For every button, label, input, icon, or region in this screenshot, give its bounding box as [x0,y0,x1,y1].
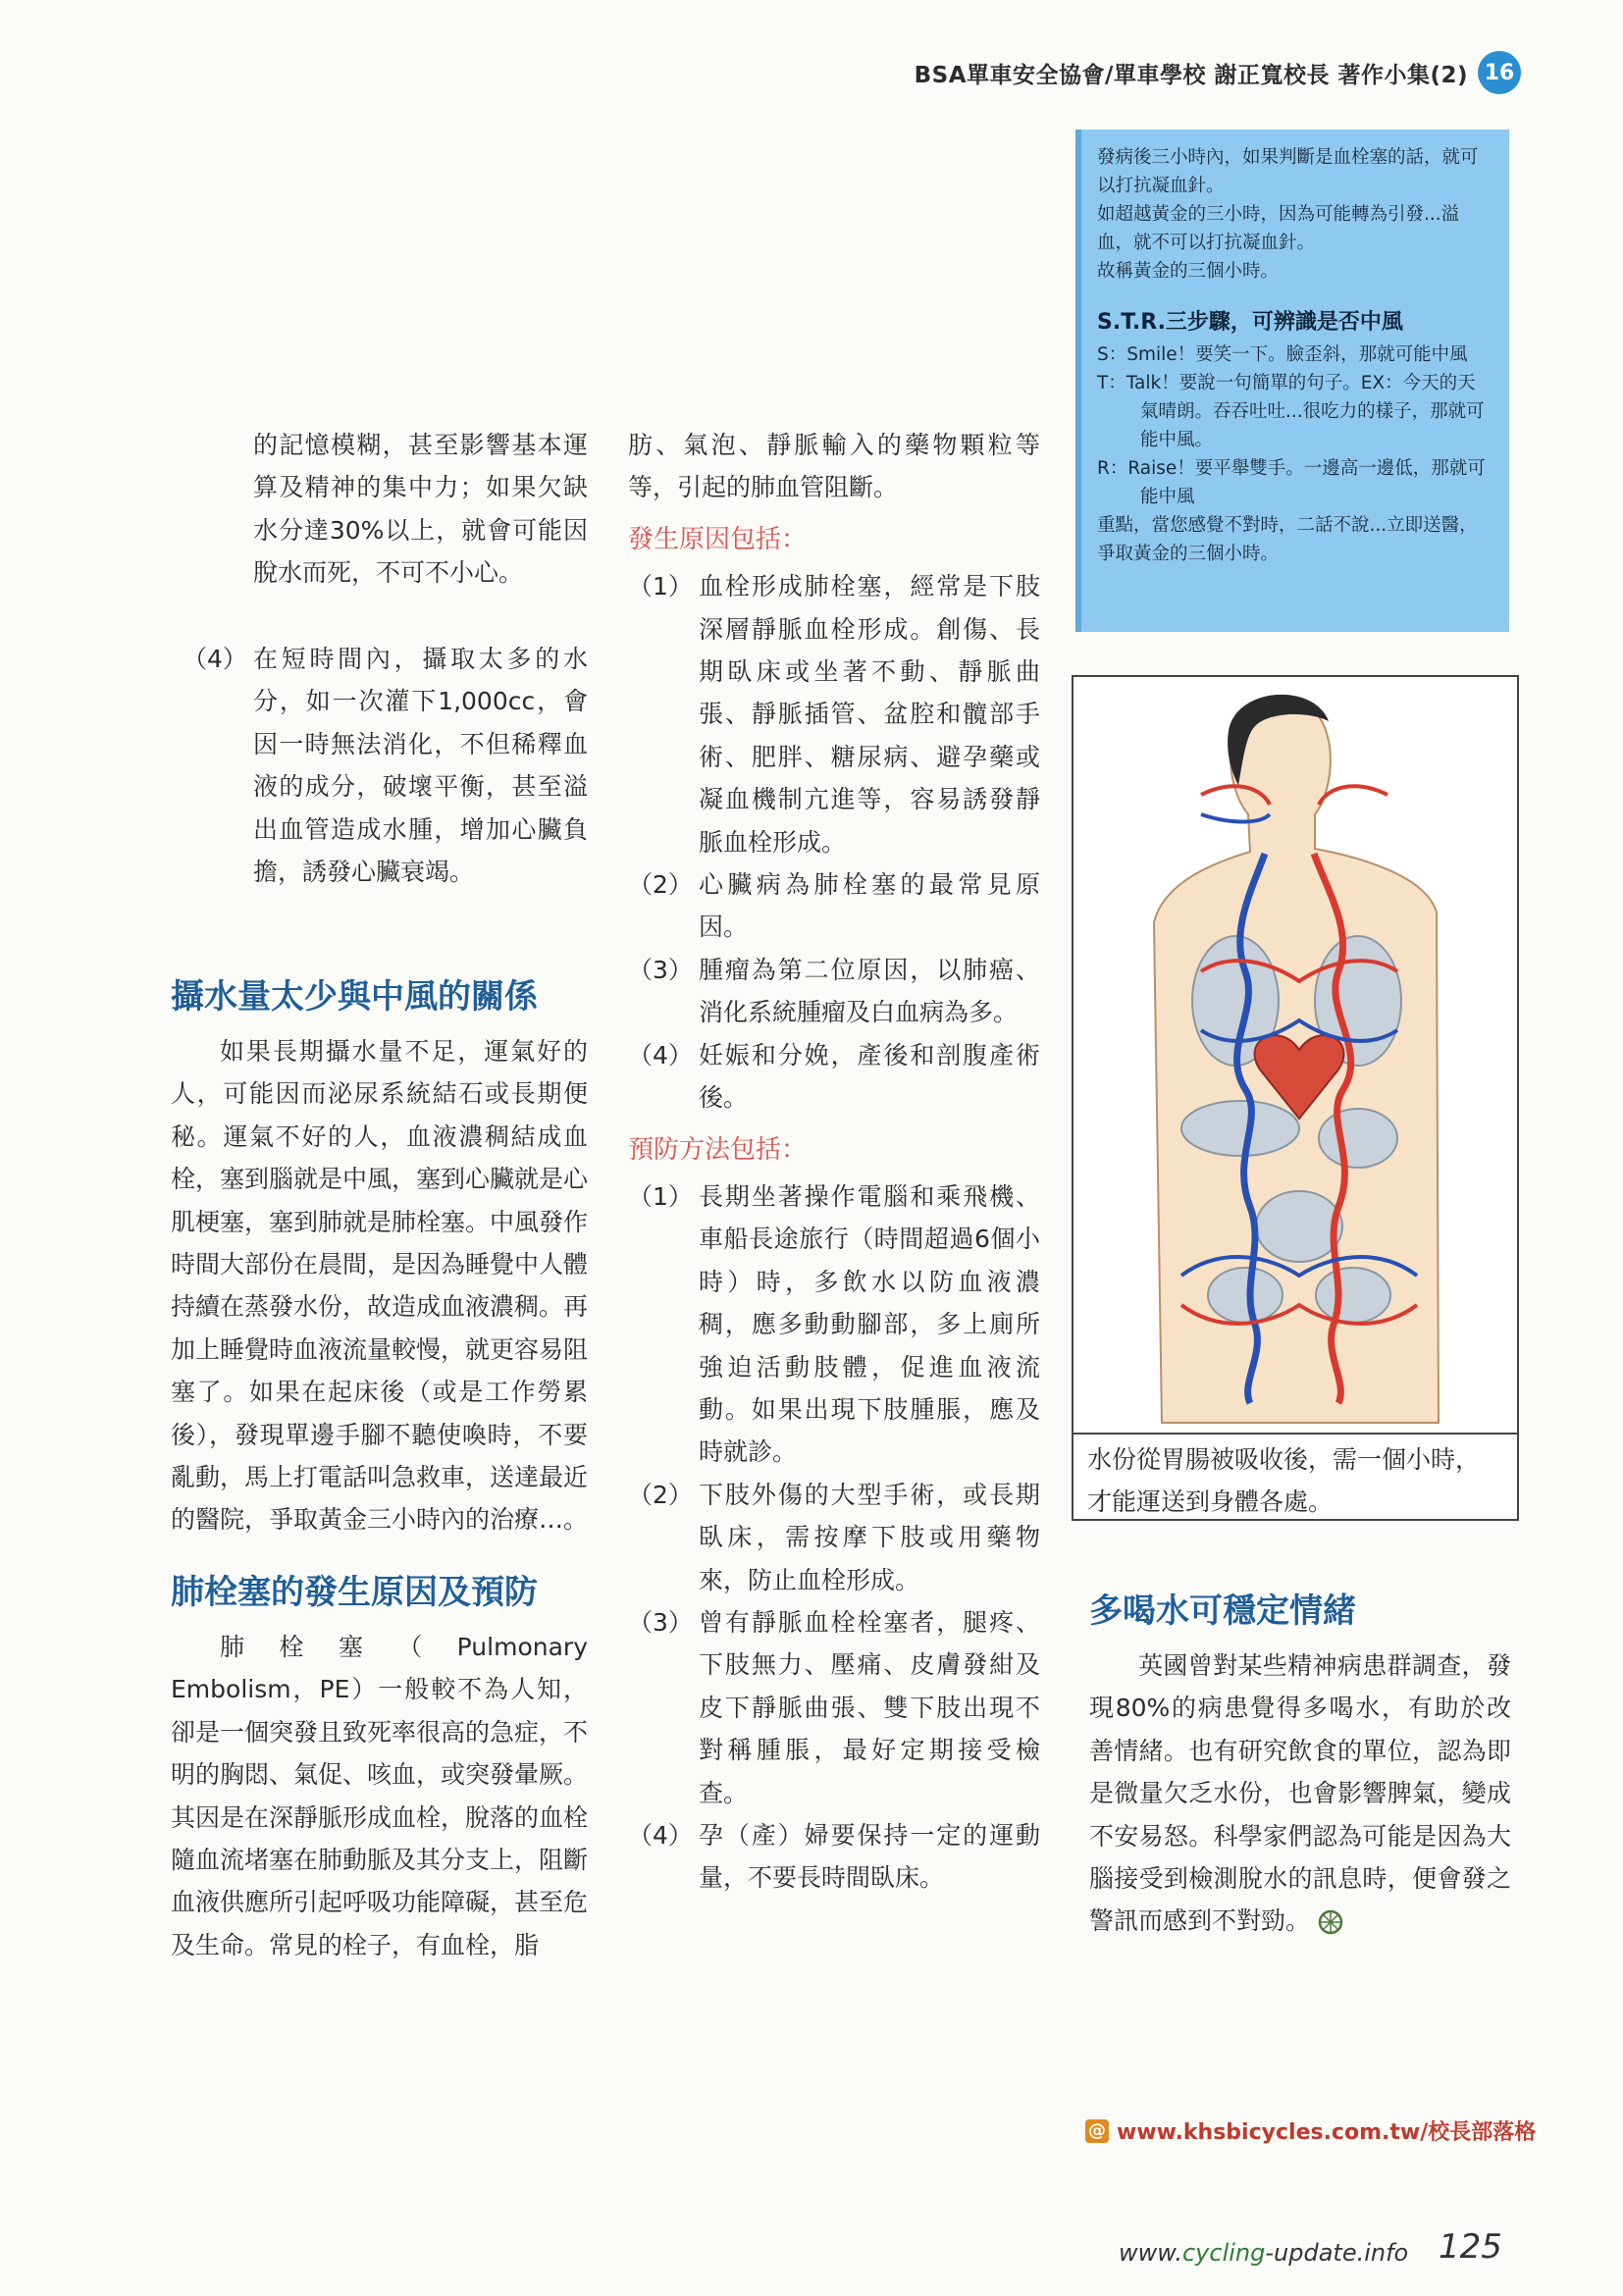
list-number: （1） [628,1181,693,1211]
column-middle [628,424,1040,1900]
page-header [915,49,1521,96]
list-number: （4） [183,645,247,673]
section-body: 如果長期攝水量不足，運氣好的人，可能因而泌尿系統結石或長期便秘。運氣不好的人，血液濃稠結成血栓，塞到腦就是中風，塞到心臟就是心肌梗塞，塞到肺就是肺栓塞。中風發作時間大部份在晨間，是因為睡覺中人體持續在蒸發水份，故造成血液濃稠。再加上睡覺時血液流量較慢，就更容易阻塞了。如果在起床後（或是工作勞累後），發現單邊手腳不聽使喚時，不要亂動，馬上打電話叫急救車，送達最近的醫院，爭取黃金三小時內的治療…。 [171,1037,589,1535]
info-step-s: S：Smile！要笑一下。臉歪斜，那就可能中風 [1097,344,1468,365]
column-right [1089,1584,1511,1943]
list-text: 長期坐著操作電腦和乘飛機、車船長途旅行（時間超過6個小時）時，多飲水以防血液濃稠，應多動動腳部，多上廁所強迫活動肢體，促進血液流動。如果出現下肢腫脹，應及時就診。 [699,1181,1040,1467]
info-heading: S.T.R.三步驟，可辨識是否中風 [1097,310,1403,335]
list-text: 下肢外傷的大型手術，或長期臥床，需按摩下肢或用藥物來，防止血栓形成。 [699,1480,1040,1594]
prevent-title: 預防方法包括： [628,1134,808,1165]
section-body: 肺栓塞（Pulmonary Embolism，PE）一般較不為人知，卻是一個突發且致死率很高的急症，不明的胸悶、氣促、咳血，或突發暈厥。其因是在深靜脈形成血栓，脫落的血栓隨血流堵塞在肺動脈及其分支上，阻斷血液供應所引起呼吸功能障礙，甚至危及生命。常見的栓子，有血栓，脂 [171,1632,589,1959]
list-text: 在短時間內，攝取太多的水分，如一次灌下1,000cc，會因一時無法消化，不但稀釋血液的成分，破壞平衡，甚至溢出血管造成水腫，增加心臟負擔，誘發心臟衰竭。 [253,645,588,887]
section-title: 肺栓塞的發生原因及預防 [171,1572,538,1612]
series-title: BSA單車安全協會/單車學校 謝正寬校長 著作小集(2) [914,62,1468,88]
causes-title: 發生原因包括： [628,524,808,554]
list-item [628,565,1040,863]
section-title: 多喝水可穩定情緒 [1089,1592,1356,1631]
list-item [628,949,1040,1034]
footer-url-mid: cycling [1181,2239,1266,2267]
causes-list [628,565,1040,1119]
section-title: 攝水量太少與中風的關係 [171,977,538,1017]
list-item [628,1034,1040,1120]
circulation-figure [1072,675,1519,1521]
info-paragraph: 發病後三小時內，如果判斷是血栓塞的話，就可以打抗凝血針。 [1097,147,1479,196]
section-body: 英國曾對某些精神病患群調查，發現80%的病患覺得多喝水，有助於改善情緒。也有研究飲食的單位，認為即是微量欠乏水份，也會影響脾氣，變成不安易怒。科學家們認為可能是因為大腦接受到檢測脫水的訊息時，便會發之警訊而感到不對勁。 [1089,1651,1511,1936]
list-text: 心臟病為肺栓塞的最常見原因。 [699,870,1040,942]
page-number: 125 [1439,2227,1502,2267]
list-number: （2） [628,1480,693,1509]
footer-url-pre: www. [1119,2239,1182,2267]
list-text: 妊娠和分娩，產後和剖腹產術後。 [699,1040,1040,1113]
info-key-point: 重點，當您感覺不對時，二話不說...立即送醫，爭取黃金的三個小時。 [1097,515,1478,564]
info-paragraph: 如超越黃金的三小時，因為可能轉為引發...溢血，就不可以打抗凝血針。 [1097,204,1460,253]
blog-link[interactable] [1085,2115,1536,2146]
list-number: （4） [628,1821,693,1850]
list-item [628,1474,1040,1601]
list-item [628,863,1040,949]
list-item-4 [183,638,588,893]
figure-caption: 水份從胃腸被吸收後，需一個小時，才能運送到身體各處。 [1087,1445,1481,1516]
at-icon: @ [1085,2119,1109,2143]
blog-url: www.khsbicycles.com.tw/校長部落格 [1117,2120,1537,2145]
list-number: （2） [628,870,693,900]
list-number: （3） [628,1607,693,1637]
list-text: 曾有靜脈血栓栓塞者，腿疼、下肢無力、壓痛、皮膚發紺及皮下靜脈曲張、雙下肢出現不對稱腫脹，最好定期接受檢查。 [699,1607,1040,1807]
list-number: （1） [628,572,693,601]
circulation-illustration [1073,677,1517,1435]
column-left [171,424,588,595]
list-item [628,1175,1040,1474]
section-badge: 16 [1478,51,1521,94]
bicycle-wheel-icon [1318,1909,1343,1935]
continued-paragraph: 肪、氣泡、靜脈輸入的藥物顆粒等等，引起的肺血管阻斷。 [628,431,1040,502]
list-text: 孕（產）婦要保持一定的運動量，不要長時間臥床。 [699,1821,1040,1893]
list-number: （4） [628,1040,693,1070]
list-number: （3） [628,955,693,984]
info-step-t: T：Talk！要說一句簡單的句子。EX：今天的天氣晴朗。吞吞吐吐...很吃力的樣子，那就可能中風。 [1097,373,1485,450]
footer-url-post: -update.info [1265,2239,1409,2267]
stroke-info-box [1075,130,1509,632]
list-item [628,1814,1040,1900]
section-body-wrap [1089,1644,1511,1943]
prevent-list [628,1175,1040,1900]
info-paragraph: 故稱黃金的三個小時。 [1097,261,1280,282]
footer-url [1119,2239,1408,2267]
section-water-stroke [171,952,588,1966]
intro-paragraph: 的記憶模糊，甚至影響基本運算及精神的集中力；如果欠缺水分達30%以上，就會可能因脫水而死，不可不小心。 [253,431,588,588]
list-text: 腫瘤為第二位原因，以肺癌、消化系統腫瘤及白血病為多。 [699,955,1040,1027]
list-item [628,1601,1040,1814]
info-step-r: R：Raise！要平舉雙手。一邊高一邊低，那就可能中風 [1097,458,1486,507]
list-text: 血栓形成肺栓塞，經常是下肢深層靜脈血栓形成。創傷、長期臥床或坐著不動、靜脈曲張、靜脈插管、盆腔和髖部手術、肥胖、糖尿病、避孕藥或凝血機制亢進等，容易誘發靜脈血栓形成。 [699,572,1040,857]
